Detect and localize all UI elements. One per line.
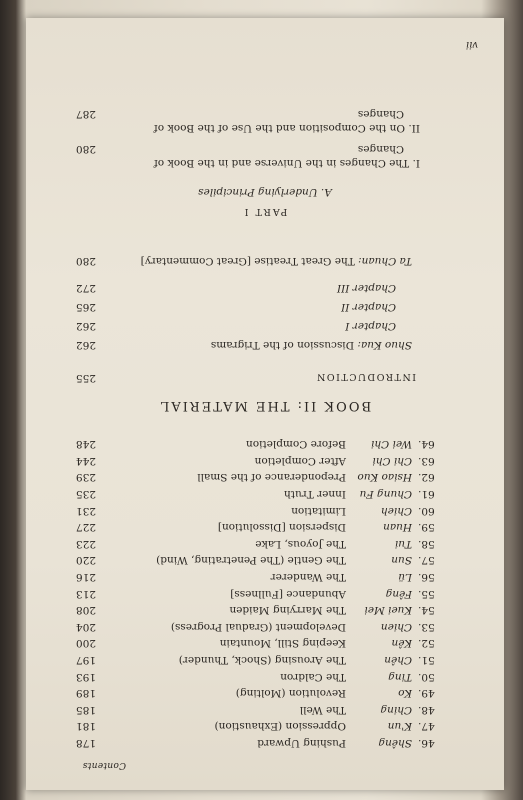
ta-chuan-entry [26, 254, 504, 268]
ta-chuan-page: 280 [76, 255, 97, 267]
hexagram-name: Tui [394, 537, 412, 550]
toc-entry [26, 470, 504, 484]
chapter-entry [26, 300, 504, 314]
entry-number: 54. [418, 604, 435, 617]
entry-number: 62. [418, 471, 435, 484]
ta-chuan-title: The Great Treatise [Great Commentary] [140, 255, 355, 267]
hexagram-name: Ching [380, 703, 412, 716]
hexagram-title: The Gentle (The Penetrating, Wind) [156, 554, 346, 567]
section-page: 280 [76, 143, 97, 155]
section-title-line2: Changes [357, 108, 404, 120]
entry-number: 63. [418, 454, 435, 467]
entry-number: 48. [418, 703, 435, 716]
toc-entry [26, 454, 504, 468]
section-entry-cont [26, 107, 504, 121]
chapter-page: 262 [76, 320, 97, 332]
hexagram-name: Shêng [378, 737, 412, 749]
chapter-label: Chapter II [341, 301, 396, 313]
entry-number: 47. [418, 720, 435, 733]
hexagram-title: The Caldron [280, 670, 346, 683]
section-page: 287 [76, 108, 97, 120]
toc-entry [26, 487, 504, 501]
page-number: 189 [76, 687, 97, 700]
section-title-line1: The Changes in the Universe and in the Book of [153, 157, 410, 169]
running-head: Contents [82, 760, 126, 770]
page-number: 204 [76, 620, 97, 633]
hexagram-name: Chi Chi [372, 454, 412, 467]
section-title-line2: Changes [357, 143, 404, 155]
shuo-kua-title: Discussion of the Trigrams [210, 339, 355, 351]
hexagram-name: Wei Chi [370, 438, 412, 451]
hexagram-title: Limitation [291, 504, 346, 517]
book-title: BOOK II: THE MATERIAL [158, 398, 372, 413]
chapter-label: Chapter I [345, 320, 396, 332]
hexagram-title: Dispersion [Dissolution] [217, 521, 346, 534]
hexagram-title: Preponderance of the Small [197, 471, 346, 484]
page-number: 244 [76, 454, 97, 467]
hexagram-title: The Well [299, 703, 346, 716]
hexagram-name: Chien [380, 620, 412, 633]
book-page [26, 18, 504, 790]
page-number: 216 [76, 571, 97, 583]
entry-number: 61. [418, 488, 435, 500]
chapter-label: Chapter III [336, 282, 396, 294]
hexagram-title: The Arousing (Shock, Thunder) [178, 654, 346, 666]
toc-entry [26, 703, 504, 717]
folio: vii [465, 39, 478, 50]
introduction-label: INTRODUCTION [315, 371, 416, 382]
entry-number: 50. [418, 670, 435, 683]
page-number: 185 [76, 703, 97, 716]
entry-number: 52. [418, 637, 435, 650]
section-title-line1: On the Composition and the Use of the Book of [153, 122, 406, 134]
shuo-kua-name: Shuo Kua: [357, 339, 412, 351]
entry-number: 46. [418, 737, 435, 749]
page-number: 178 [76, 737, 97, 749]
entry-number: 64. [418, 438, 435, 451]
hexagram-name: Ting [388, 670, 412, 683]
hexagram-title: Before Completion [246, 438, 346, 451]
entry-number: 49. [418, 687, 435, 700]
toc-entry [26, 686, 504, 700]
page-number: 220 [76, 554, 97, 567]
toc-entry [26, 504, 504, 518]
chapter-page: 272 [76, 282, 97, 294]
entry-number: 59. [418, 521, 435, 534]
entry-number: 55. [418, 587, 435, 600]
toc-entry [26, 603, 504, 617]
toc-entry [26, 520, 504, 534]
entry-number: 60. [418, 504, 435, 517]
page-number: 235 [76, 488, 97, 500]
hexagram-title: Inner Truth [283, 488, 346, 500]
hexagram-name: Lü [398, 571, 412, 583]
section-number: II. [408, 122, 420, 134]
chapter-entry [26, 281, 504, 295]
hexagram-name: Chieh [380, 504, 412, 517]
page-number: 197 [76, 654, 97, 666]
entry-number: 56. [418, 571, 435, 583]
page-number: 213 [76, 587, 97, 600]
page-number: 239 [76, 471, 97, 484]
toc-entry [26, 537, 504, 551]
toc-entry [26, 670, 504, 684]
toc-entry [26, 553, 504, 567]
entry-number: 58. [418, 537, 435, 550]
section-entry [26, 121, 504, 135]
page-content-rotated [26, 18, 504, 790]
hexagram-name: Hsiao Kuo [357, 471, 412, 484]
ta-chuan-name: Ta Chuan: [358, 255, 412, 267]
hexagram-title: Keeping Still, Mountain [219, 637, 346, 650]
hexagram-name: Chên [384, 654, 412, 666]
hexagram-title: Abundance [Fullness] [230, 587, 346, 600]
section-number: I. [412, 157, 420, 169]
entry-number: 57. [418, 554, 435, 567]
part-heading: PART I [242, 206, 288, 217]
chapter-entry [26, 319, 504, 333]
toc-entry [26, 437, 504, 451]
page-number: 208 [76, 604, 97, 617]
hexagram-title: Revolution (Molting) [235, 687, 346, 700]
hexagram-name: Kuei Mei [364, 604, 412, 617]
entry-number: 51. [418, 654, 435, 666]
toc-entry [26, 620, 504, 634]
toc-entry [26, 719, 504, 733]
toc-entry [26, 587, 504, 601]
page-number: 193 [76, 670, 97, 683]
hexagram-title: The Wanderer [270, 571, 346, 583]
section-entry-cont [26, 142, 504, 156]
shuo-kua-entry [26, 338, 504, 352]
hexagram-name: Huan [383, 521, 412, 534]
hexagram-name: Kên [391, 637, 412, 650]
page-number: 223 [76, 537, 97, 550]
hexagram-name: K'un [387, 720, 412, 733]
page-number: 200 [76, 637, 97, 650]
page-number: 248 [76, 438, 97, 451]
hexagram-name: Fêng [385, 587, 412, 600]
page-number: 181 [76, 720, 97, 733]
page-number: 227 [76, 521, 97, 534]
section-entry [26, 156, 504, 170]
introduction-page: 255 [76, 372, 97, 384]
toc-entry [26, 570, 504, 584]
toc-entry [26, 636, 504, 650]
toc-entry [26, 736, 504, 750]
entry-number: 53. [418, 620, 435, 633]
hexagram-name: Ko [398, 687, 412, 700]
hexagram-title: The Joyous, Lake [255, 537, 346, 550]
toc-entry [26, 653, 504, 667]
section-a-heading: A. Underlying Principiles [198, 186, 332, 198]
hexagram-title: Pushing Upward [257, 737, 346, 749]
hexagram-title: Oppression (Exhaustion) [214, 720, 346, 733]
hexagram-name: Sun [391, 554, 412, 567]
page-number: 231 [76, 504, 97, 517]
hexagram-title: The Marrying Maiden [229, 604, 346, 617]
chapter-page: 265 [76, 301, 97, 313]
shuo-kua-page: 262 [76, 339, 97, 351]
hexagram-title: After Completion [254, 454, 346, 467]
hexagram-title: Development (Gradual Progress) [170, 620, 346, 633]
hexagram-name: Chung Fu [359, 488, 412, 500]
